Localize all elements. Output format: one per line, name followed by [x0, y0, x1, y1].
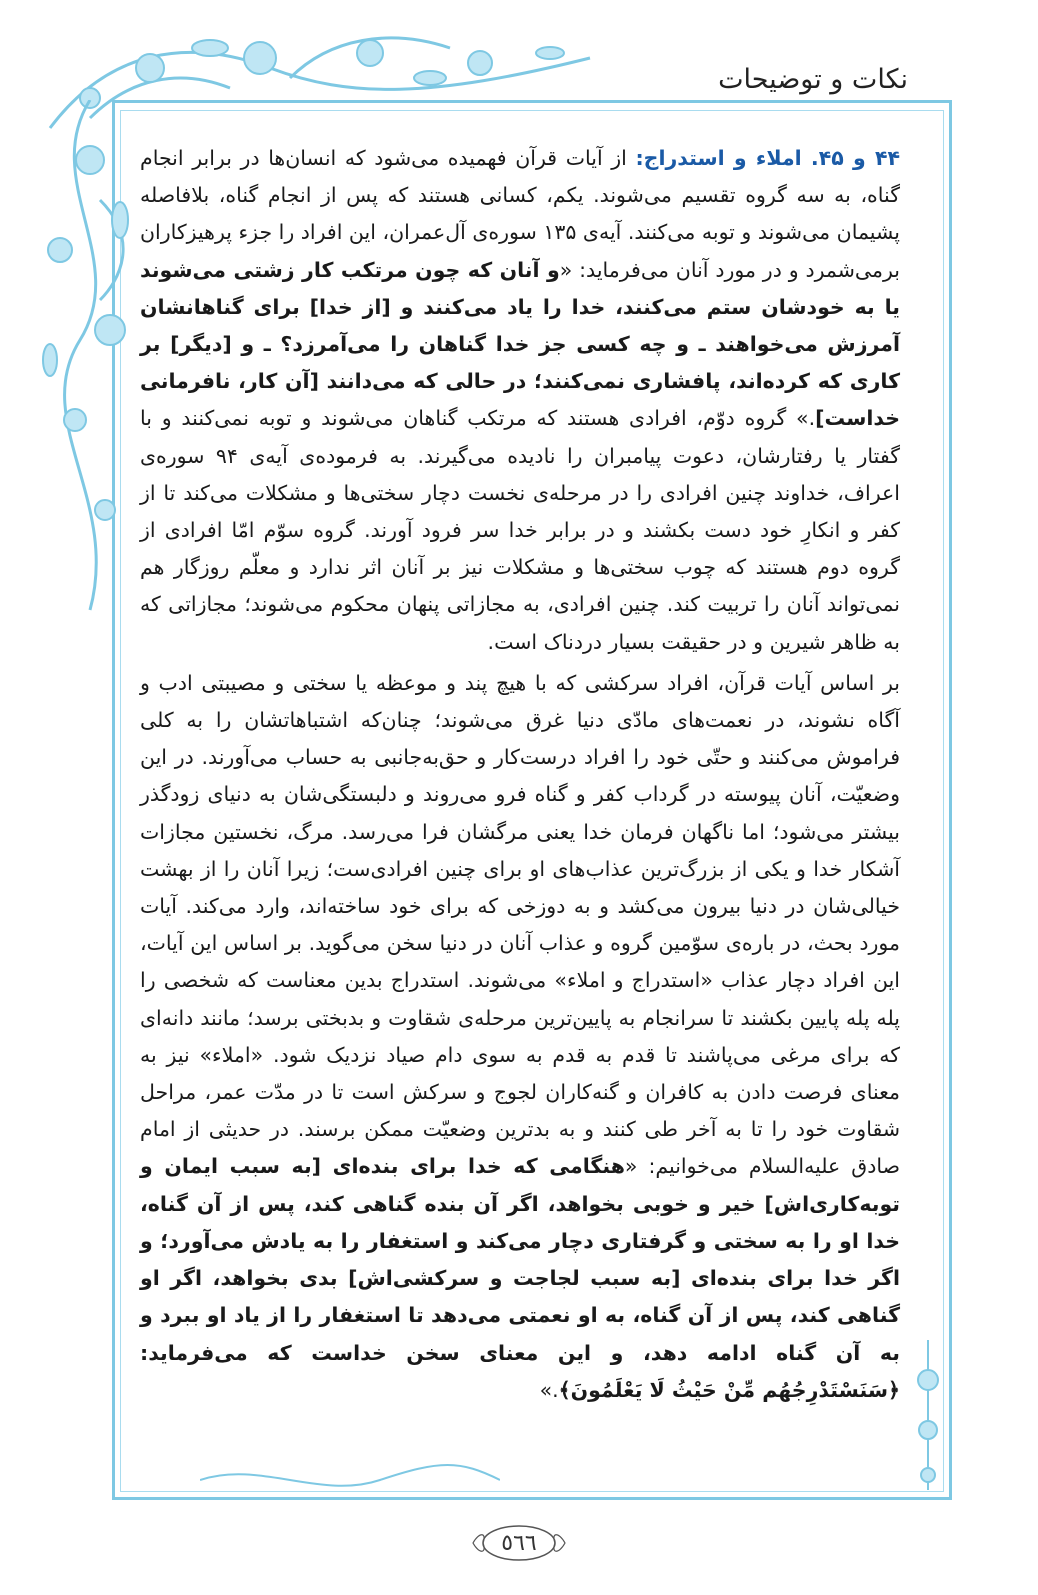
paragraph-text: .» گروه دوّم، افرادی هستند که مرتکب گناهان می‌شوند و توبه نمی‌کنند و با گفتار یا رفتارشان، دعوت پیامبران را نادیده می‌گیرند. به فرموده‌ی آیه‌ی ۹۴ سوره‌ی اعراف، خداوند چنین افرادی را در مرحله‌ی نخست دچار سختی‌ها و مشکلات می‌کند تا از کفر و انکارِ خود دست بکشند و در برابر خدا سر فرود آورند. گروه سوّم امّا افرادی از گروه دوم هستند که چوب سختی‌ها و مشکلات نیز بر آنان اثر ندارد و معلّم روزگار هم نمی‌تواند آنان را تربیت کند. چنین افرادی، به مجازاتی پنهان محکوم می‌شوند؛ مجازاتی که به ظاهر شیرین و در حقیقت بسیار دردناک است. [140, 406, 900, 654]
page-number-badge [469, 1518, 569, 1568]
section-heading: ۴۴ و ۴۵. املاء و استدراج: [635, 146, 900, 170]
section-title: نکات و توضیحات [718, 64, 908, 95]
floral-ornament-right-icon [898, 1340, 958, 1500]
paragraph-text: .» [539, 1377, 559, 1402]
paragraph-text: بر اساس آیات قرآن، افراد سرکشی که با هیچ پند و موعظه یا سختی و مصیبتی ادب و آگاه نشوند، در نعمت‌های مادّی دنیا غرق می‌شوند؛ چنان‌که اشتباهاتشان را به کلی فراموش می‌کنند و حتّی خود را افراد درست‌کار و حق‌به‌جانبی به حساب می‌آورند. در این وضعیّت، آنان پیوسته در گرداب کفر و گناه فرو می‌روند و دلبستگی‌شان به دنیای زودگذر بیشتر می‌شود؛ اما ناگهان فرمان خدا یعنی مرگشان فرا می‌رسد. مرگ، نخستین مجازات آشکار خدا و یکی از بزرگ‌ترین عذاب‌های او برای چنین افرادی‌ست؛ زیرا آنان را از بهشت خیالی‌شان در دنیا بیرون می‌کشد و به دوزخی که برای خود ساخته‌اند، وارد می‌کند. آیات مورد بحث، در باره‌ی سوّمین گروه و عذاب آنان در دنیا سخن می‌گوید. بر اساس این آیات، این افراد دچار عذاب «استدراج و املاء» می‌شوند. استدراج بدین معناست که شخصی را پله پله پایین بکشند تا سرانجام به پایین‌ترین مرحله‌ی شقاوت و بدبختی برسد؛ مانند دانه‌ای که برای مرغی می‌پاشند تا قدم به قدم به سوی دام صیاد نزدیک شود. «املاء» نیز به معنای فرصت دادن به کافران و گنه‌کاران لجوج و سرکش است تا در مدّت عمر، مراحل شقاوت خود را تا به آخر طی کنند و به بدترین وضعیّت ممکن برسند. در حدیثی از امام صادق علیه‌السلام می‌خوانیم: « [140, 670, 900, 1179]
paragraph [140, 140, 900, 661]
floral-ornament-left-icon [20, 100, 160, 620]
paragraph-text: از آیات قرآن فهمیده می‌شود که انسان‌ها در برابر انجام گناه، به سه گروه تقسیم می‌شوند. یکم، کسانی هستند که پس از انجام گناه، بلافاصله پشیمان می‌شوند و توبه می‌کنند. آیه‌ی ۱۳۵ سوره‌ی آل‌عمران، این افراد را جزء پرهیزکاران برمی‌شمرد و در مورد آنان می‌فرماید: « [140, 146, 901, 282]
quran-quote: و آنان که چون مرتکب کار زشتی می‌شوند یا به خودشان ستم می‌کنند، خدا را یاد می‌کنند و [از خدا] برای گناهانشان آمرزش می‌خواهند ـ و چه کسی جز خدا گناهان را می‌آمرزد؟ ـ و [دیگر] بر کاری که کرده‌اند، پافشاری نمی‌کنند؛ در حالی که می‌دانند [آن کار، نافرمانی خداست] [140, 257, 900, 431]
page-number: ٥٦٦ [501, 1530, 537, 1556]
floral-ornament-bottom-icon [200, 1460, 500, 1500]
body-text [140, 140, 900, 1409]
hadith-quote: هنگامی که خدا برای بنده‌ای [به سبب ایمان و توبه‌کاری‌اش] خیر و خوبی بخواهد، اگر آن بنده گناهی کند، پس از آن گناه، خدا او را به سختی و گرفتاری دچار می‌کند و استغفار را به یادش می‌آورد؛ و اگر خدا برای بنده‌ای [به سبب لجاجت و سرکشی‌اش] بدی بخواهد، اگر او گناهی کند، پس از آن گناه، به او نعمتی می‌دهد تا استغفار را از یاد او ببرد و به آن گناه ادامه دهد، و این معنای سخن خداست که می‌فرماید: ﴿سَنَسْتَدْرِجُهُم مِّنْ حَيْثُ لَا يَعْلَمُونَ﴾ [140, 1154, 900, 1402]
paragraph [140, 665, 900, 1409]
